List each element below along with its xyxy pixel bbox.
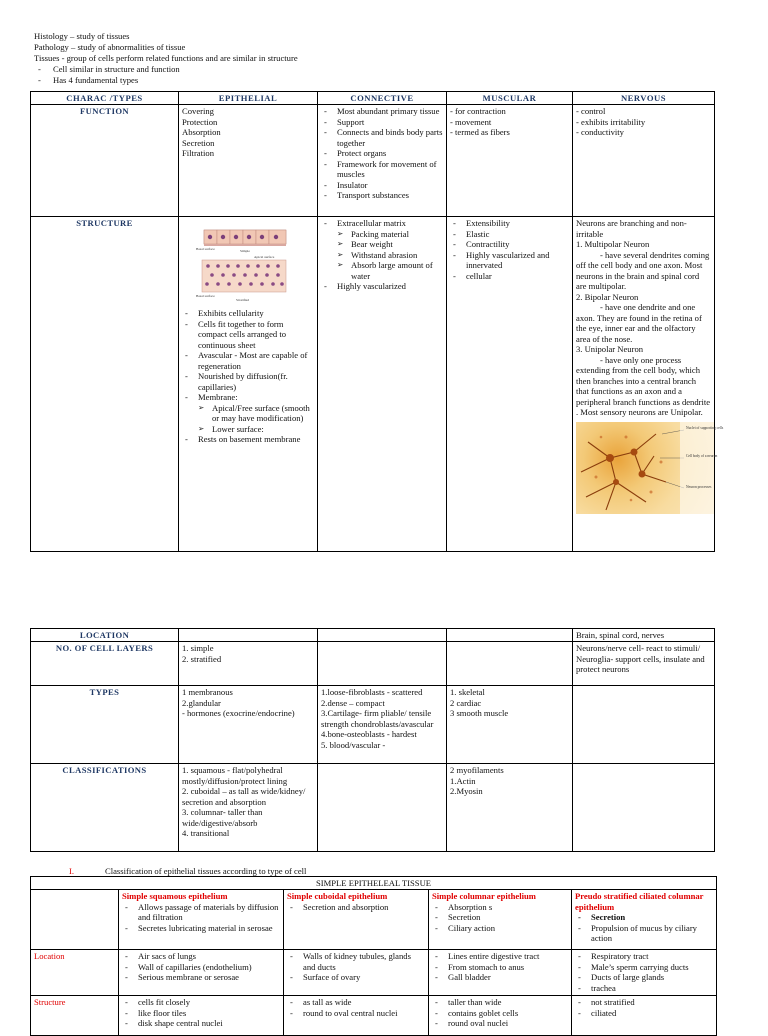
neuron-title: 1. Multipolar Neuron: [576, 239, 650, 250]
col-simple-squamous: [119, 890, 284, 950]
col-pseudostratified: [572, 890, 717, 950]
simple-epithelium-drawing: [204, 230, 286, 246]
header-muscular: MUSCULAR: [447, 92, 573, 105]
text-line: 1. skeletal: [450, 687, 485, 698]
epi-label: Basal surface: [196, 247, 215, 252]
structure-squamous: [119, 996, 284, 1036]
sub-list-item: ➢ Bear weight: [321, 239, 443, 249]
location-columnar: [429, 950, 572, 996]
list-item: - Secretes lubricating material in serosae: [122, 923, 280, 933]
epithelium-diagram-svg: [196, 224, 296, 302]
text-line: 1. simple: [182, 643, 214, 654]
types-epithelial: [179, 686, 318, 764]
neuron-title: 2. Bipolar Neuron: [576, 291, 639, 302]
list-item: - Absorption s: [432, 902, 568, 912]
list-item: - trachea: [575, 983, 713, 993]
list-item: - Ciliary action: [432, 923, 568, 933]
row-label-cell-layers: NO. OF CELL LAYERS: [31, 642, 179, 686]
list-item: - Protect organs: [321, 148, 443, 158]
tissue-types-table: [30, 91, 724, 552]
text-line: 1.loose-fibroblasts - scattered: [321, 687, 423, 698]
types-muscular: [447, 686, 573, 764]
epi-label: Apical surface: [254, 255, 275, 260]
empty-cell: [447, 629, 573, 642]
sub-list-item: ➢ Packing material: [321, 229, 443, 239]
text-line: Neurons are branching and non-irritable: [576, 218, 687, 239]
list-item: - Nourished by diffusion(fr. capillaries): [182, 371, 314, 392]
structure-cuboidal: [284, 996, 429, 1036]
header-connective: CONNECTIVE: [318, 92, 447, 105]
layers-nervous: [573, 642, 715, 686]
list-item: - Support: [321, 117, 443, 127]
sub-list-item: ➢ Apical/Free surface (smooth or may have modification): [182, 403, 314, 424]
text-line: Protection: [182, 116, 218, 127]
structure-muscular: [447, 217, 573, 552]
list-item: - Avascular - Most are capable of regeneration: [182, 350, 314, 371]
intro-line: Histology – study of tissues: [34, 31, 130, 41]
list-item: - ciliated: [575, 1008, 713, 1018]
empty-cell: [318, 764, 447, 852]
text-line: 2.dense – compact: [321, 697, 385, 708]
text-line: 4.bone-osteoblasts - hardest: [321, 729, 417, 740]
epi-label: Stratified: [236, 298, 250, 303]
row-label-location: LOCATION: [31, 629, 179, 642]
column-header: Preudo stratified ciliated columnar epithelium: [575, 891, 704, 912]
intro-bullet: - Has 4 fundamental types: [34, 75, 734, 86]
structure-nervous: [573, 217, 724, 552]
row-label-types: TYPES: [31, 686, 179, 764]
list-item: - Respiratory tract: [575, 951, 713, 961]
classifications-muscular: [447, 764, 573, 852]
neuron-title: 3. Unipolar Neuron: [576, 344, 644, 355]
list-item: - Walls of kidney tubules, glands and ducts: [287, 951, 425, 972]
text-line: 3. columnar- taller than wide/digestive/absorb: [182, 807, 263, 828]
section-number: I.: [69, 866, 75, 876]
column-header: Simple squamous epithelium: [122, 891, 228, 902]
list-item: - Surface of ovary: [287, 972, 425, 982]
epithelium-diagram: [196, 224, 296, 302]
nerve-tissue-image: [576, 422, 724, 514]
empty-cell: [31, 890, 119, 950]
list-item: - Highly vascularized: [321, 281, 443, 291]
list-item: - Membrane:: [182, 392, 314, 402]
list-item: - cellular: [450, 271, 569, 281]
table-title: SIMPLE EPITHELEAL TISSUE: [31, 877, 717, 890]
layers-epithelial: [179, 642, 318, 686]
function-epithelial: [179, 105, 318, 217]
nerve-tissue-svg: [576, 422, 724, 514]
stratified-epithelium-drawing: [202, 260, 286, 292]
text-line: Neuroglia- support cells, insulate and protect neurons: [576, 653, 705, 675]
list-item: - Cells fit together to form compact cells arranged to continuous sheet: [182, 319, 314, 350]
structure-pseudostratified: [572, 996, 717, 1036]
text-line: - control: [576, 106, 606, 117]
text-line: Filtration: [182, 148, 214, 159]
list-item: - taller than wide: [432, 997, 568, 1007]
header-epithelial: EPITHELIAL: [179, 92, 318, 105]
sub-list-item: ➢ Absorb large amount of water: [321, 260, 443, 281]
list-item: - Air sacs of lungs: [122, 951, 280, 961]
col-simple-cuboidal: [284, 890, 429, 950]
list-item: - Connects and binds body parts together: [321, 127, 443, 148]
column-header: Simple columnar epithelium: [432, 891, 536, 902]
text-line: 4. transitional: [182, 828, 230, 839]
neuron-desc: - have several dendrites coming off the cell body and one axon. Most neurons in the brain and spinal cord are multipolar.: [576, 249, 710, 292]
neuron-desc: - have only one process extending from the cell body, which then branches into a central branch that functions as an axon and a peripheral branch functions as dendrite . Most sensory neurons are Unipolar.: [576, 354, 711, 418]
neuron-desc: - have one dendrite and one axon. They are found in the retina of the eye, inner ear and the olfactory area of the nose.: [576, 302, 702, 344]
list-item: - Rests on basement membrane: [182, 434, 314, 444]
header-nervous: NERVOUS: [573, 92, 715, 105]
text-line: 2. stratified: [182, 653, 222, 664]
text-line: 5. blood/vascular -: [321, 739, 386, 750]
list-item: - Gall bladder: [432, 972, 568, 982]
list-item: - Framework for movement of muscles: [321, 159, 443, 180]
epi-label: Simple: [240, 249, 250, 254]
list-item: - Secretion: [575, 912, 713, 922]
list-item: - From stomach to anus: [432, 962, 568, 972]
row-label-structure: Structure: [31, 996, 119, 1036]
empty-cell: [447, 642, 573, 686]
list-item: - Extracellular matrix: [321, 218, 443, 228]
list-item: - Contractility: [450, 239, 569, 249]
empty-cell: [573, 764, 715, 852]
intro-block: [34, 31, 734, 86]
text-line: 2. cuboidal – as tall as wide/kidney/ secretion and absorption: [182, 786, 306, 807]
list-item: - contains goblet cells: [432, 1008, 568, 1018]
list-item: - Propulsion of mucus by ciliary action: [575, 923, 713, 944]
list-item: - disk shape central nuclei: [122, 1018, 280, 1028]
row-label-location: Location: [31, 950, 119, 996]
text-line: Absorption: [182, 127, 221, 138]
simple-epithelial-table: [30, 876, 717, 1036]
list-item: - Lines entire digestive tract: [432, 951, 568, 961]
list-item: - Serious membrane or serosae: [122, 972, 280, 982]
sub-list-item: ➢ Withstand abrasion: [321, 250, 443, 260]
nerve-label: Neuron processes: [686, 484, 712, 489]
list-item: - Ducts of large glands: [575, 972, 713, 982]
text-line: 3 smooth muscle: [450, 708, 509, 719]
list-item: - Transport substances: [321, 190, 443, 200]
text-line: 1 membranous: [182, 687, 233, 698]
function-connective: [318, 105, 447, 217]
row-label-structure: STRUCTURE: [31, 217, 179, 552]
text-line: 1. squamous - flat/polyhedral mostly/diffusion/protect lining: [182, 765, 288, 786]
types-connective: [318, 686, 447, 764]
intro-line: Pathology – study of abnormalities of tissue: [34, 42, 186, 52]
list-item: - Secretion and absorption: [287, 902, 425, 912]
nerve-label: Nuclei of supporting cells: [686, 425, 724, 430]
row-label-function: FUNCTION: [31, 105, 179, 217]
location-nervous: Brain, spinal cord, nerves: [573, 629, 715, 642]
function-nervous: [573, 105, 715, 217]
column-header: Simple cuboidal epithelium: [287, 891, 388, 902]
location-pseudostratified: [572, 950, 717, 996]
text-line: - movement: [450, 116, 492, 127]
list-item: - Elastic: [450, 229, 569, 239]
list-item: - Extensibility: [450, 218, 569, 228]
list-item: - Highly vascularized and innervated: [450, 250, 569, 271]
text-line: 2 cardiac: [450, 697, 482, 708]
text-line: - exhibits irritability: [576, 116, 646, 127]
list-item: - Male’s sperm carrying ducts: [575, 962, 713, 972]
list-item: - Allows passage of materials by diffusion and filtration: [122, 902, 280, 923]
list-item: - round to oval central nuclei: [287, 1008, 425, 1018]
sub-list-item: ➢ Lower surface:: [182, 424, 314, 434]
list-item: - Insulator: [321, 180, 443, 190]
list-item: - cells fit closely: [122, 997, 280, 1007]
list-item: - Secretion: [432, 912, 568, 922]
text-line: - hormones (exocrine/endocrine): [182, 708, 295, 719]
structure-columnar: [429, 996, 572, 1036]
col-simple-columnar: [429, 890, 572, 950]
header-charac-types: CHARAC /TYPES: [31, 92, 179, 105]
epi-label: Basal surface: [196, 294, 215, 299]
structure-epithelial: [179, 217, 318, 552]
structure-connective: [318, 217, 447, 552]
text-line: 1.Actin: [450, 775, 476, 786]
row-label-classifications: CLASSIFICATIONS: [31, 764, 179, 852]
text-line: 2.glandular: [182, 697, 221, 708]
text-line: - conductivity: [576, 127, 624, 138]
text-line: - termed as fibers: [450, 127, 510, 138]
classifications-epithelial: [179, 764, 318, 852]
intro-line: Tissues - group of cells perform related functions and are similar in structure: [34, 53, 298, 63]
list-item: - Exhibits cellularity: [182, 308, 314, 318]
empty-cell: [318, 642, 447, 686]
text-line: Secretion: [182, 137, 215, 148]
list-item: - Most abundant primary tissue: [321, 106, 443, 116]
intro-bullet: - Cell similar in structure and function: [34, 64, 734, 75]
text-line: 3.Cartilage- firm pliable/ tensile strength chondroblasts/avascular: [321, 708, 434, 729]
empty-cell: [573, 686, 715, 764]
text-line: 2 myofilaments: [450, 765, 504, 776]
list-item: - like floor tiles: [122, 1008, 280, 1018]
function-muscular: [447, 105, 573, 217]
list-item: - as tall as wide: [287, 997, 425, 1007]
empty-cell: [179, 629, 318, 642]
text-line: Neurons/nerve cell- react to stimuli/: [576, 643, 701, 654]
text-line: Covering: [182, 106, 214, 117]
location-cuboidal: [284, 950, 429, 996]
section-title: Classification of epithelial tissues according to type of cell: [105, 866, 307, 876]
tissue-properties-table: [30, 628, 715, 852]
empty-cell: [318, 629, 447, 642]
text-line: - for contraction: [450, 106, 506, 117]
nerve-label: Cell body of a neuron: [686, 453, 718, 458]
list-item: - not stratified: [575, 997, 713, 1007]
list-item: - round oval nuclei: [432, 1018, 568, 1028]
list-item: - Wall of capillaries (endothelium): [122, 962, 280, 972]
location-squamous: [119, 950, 284, 996]
text-line: 2.Myosin: [450, 786, 483, 797]
